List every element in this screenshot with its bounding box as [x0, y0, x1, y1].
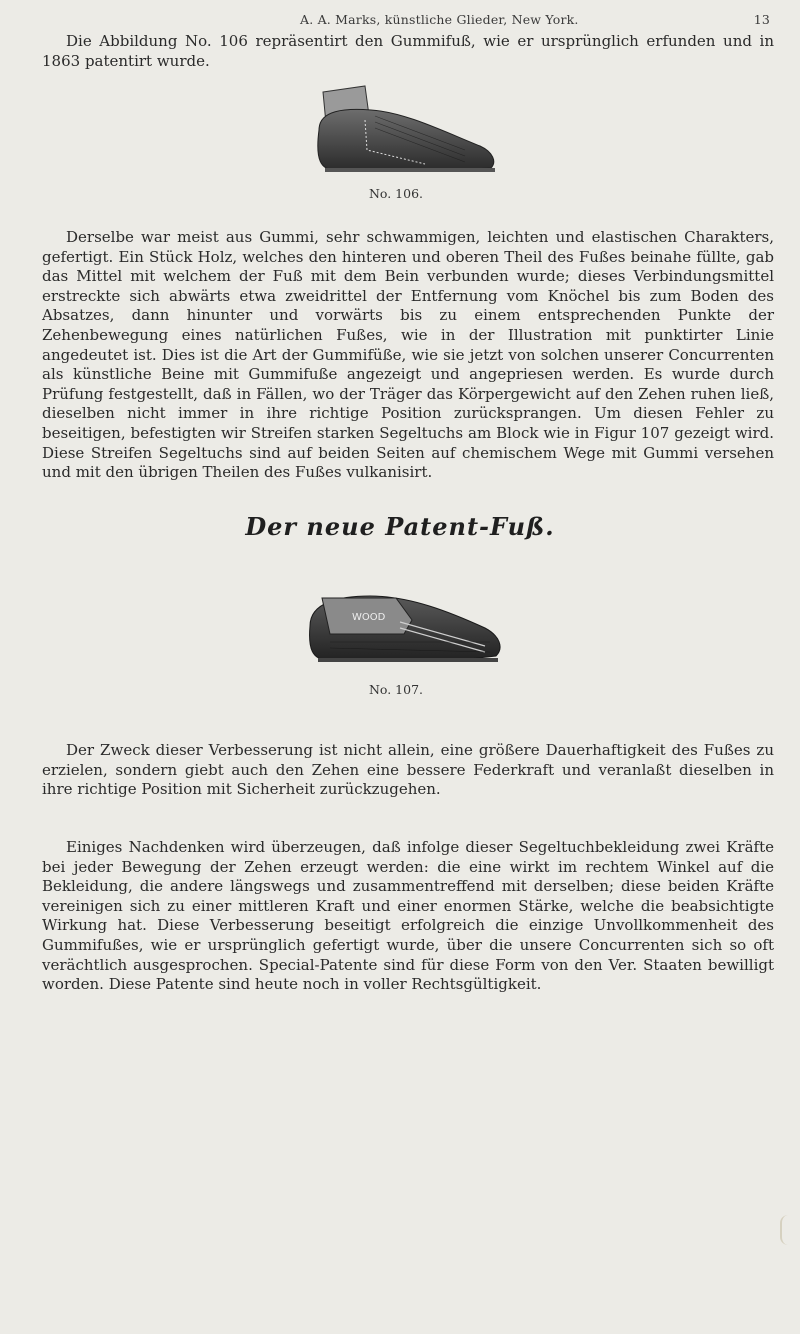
intro-text: Die Abbildung No. 106 repräsentirt den Gummifuß, wie er ursprünglich erfunden und in 1863 patentirt wurde. [42, 32, 774, 70]
header-title: A. A. Marks, künstliche Glieder, New York. [300, 12, 579, 27]
intro-paragraph [42, 32, 774, 71]
paragraph-purpose [42, 741, 774, 800]
page-edge-mark [780, 1215, 796, 1245]
page-number: 13 [753, 12, 770, 27]
figure-107-patent-foot-illustration [300, 562, 510, 672]
running-header [300, 12, 770, 27]
figure-106-caption: No. 106. [368, 186, 424, 201]
paragraph-forces [42, 838, 774, 995]
paragraph-text: Einiges Nachdenken wird überzeugen, daß infolge dieser Segeltuchbekleidung zwei Kräfte bei jeder Bewegung der Zehen erzeugt werden: die eine wirkt im rechtem Winkel auf die Bekleidung, die andere längswegs und zusammentreffend mit derselben; diese beiden Kräfte vereinigen sich zu einer mittleren Kraft und einer enormen Stärke, welche die beabsichtigte Wirkung hat. Diese Verbesserung beseitigt erfolgreich die einzige Unvollkommenheit des Gummifußes, wie er ursprünglich gefertigt wurde, über die unsere Concurrenten sich so oft verächtlich ausgesprochen. Special-Patente sind für diese Form von den Ver. Staaten bewilligt worden. Diese Patente sind heute noch in voller Rechtsgültigkeit. [42, 838, 774, 994]
figure-106-rubber-foot-illustration [305, 80, 505, 180]
paragraph-construction [42, 228, 774, 483]
paragraph-text: Derselbe war meist aus Gummi, sehr schwammigen, leichten und elastischen Charakters, gefertigt. Ein Stück Holz, welches den hinteren und oberen Theil des Fußes beinahe füllte, gab das Mittel mit welchem der Fuß mit dem Bein verbunden wurde; dieses Verbindungsmittel erstreckte sich abwärts etwa zweidrittel der Entfernung vom Knöchel bis zum Boden des Absatzes, dann hinunter und vorwärts bis zu einem entsprechenden Punkte der Zehenbewegung eines natürlichen Fußes, wie in der Illustration mit punktirter Linie angedeutet ist. Dies ist die Art der Gummifüße, wie sie jetzt von solchen unserer Concurrenten als künstliche Beine mit Gummifuße angezeigt und angepriesen werden. Es wurde durch Prüfung festgestellt, daß in Fällen, wo der Träger das Körpergewicht auf den Zehen ruhen ließ, dieselben nicht immer in ihre richtige Position zurücksprangen. Um diesen Fehler zu beseitigen, befestigten wir Streifen starken Segeltuchs am Block wie in Figur 107 gezeigt wird. Diese Streifen Segeltuchs sind auf beiden Seiten auf chemischem Wege mit Gummi versehen und mit den übrigen Theilen des Fußes vulkanisirt. [42, 228, 774, 482]
figure-107-caption: No. 107. [368, 682, 424, 697]
paragraph-text: Der Zweck dieser Verbesserung ist nicht allein, eine größere Dauerhaftigkeit des Fußes zu erzielen, sondern giebt auch den Zehen eine bessere Federkraft und veranlaßt dieselben in ihre richtige Position mit Sicherheit zurückzugehen. [42, 741, 774, 799]
section-title: Der neue Patent-Fuß. [245, 512, 555, 541]
wood-label: WOOD [352, 612, 386, 623]
